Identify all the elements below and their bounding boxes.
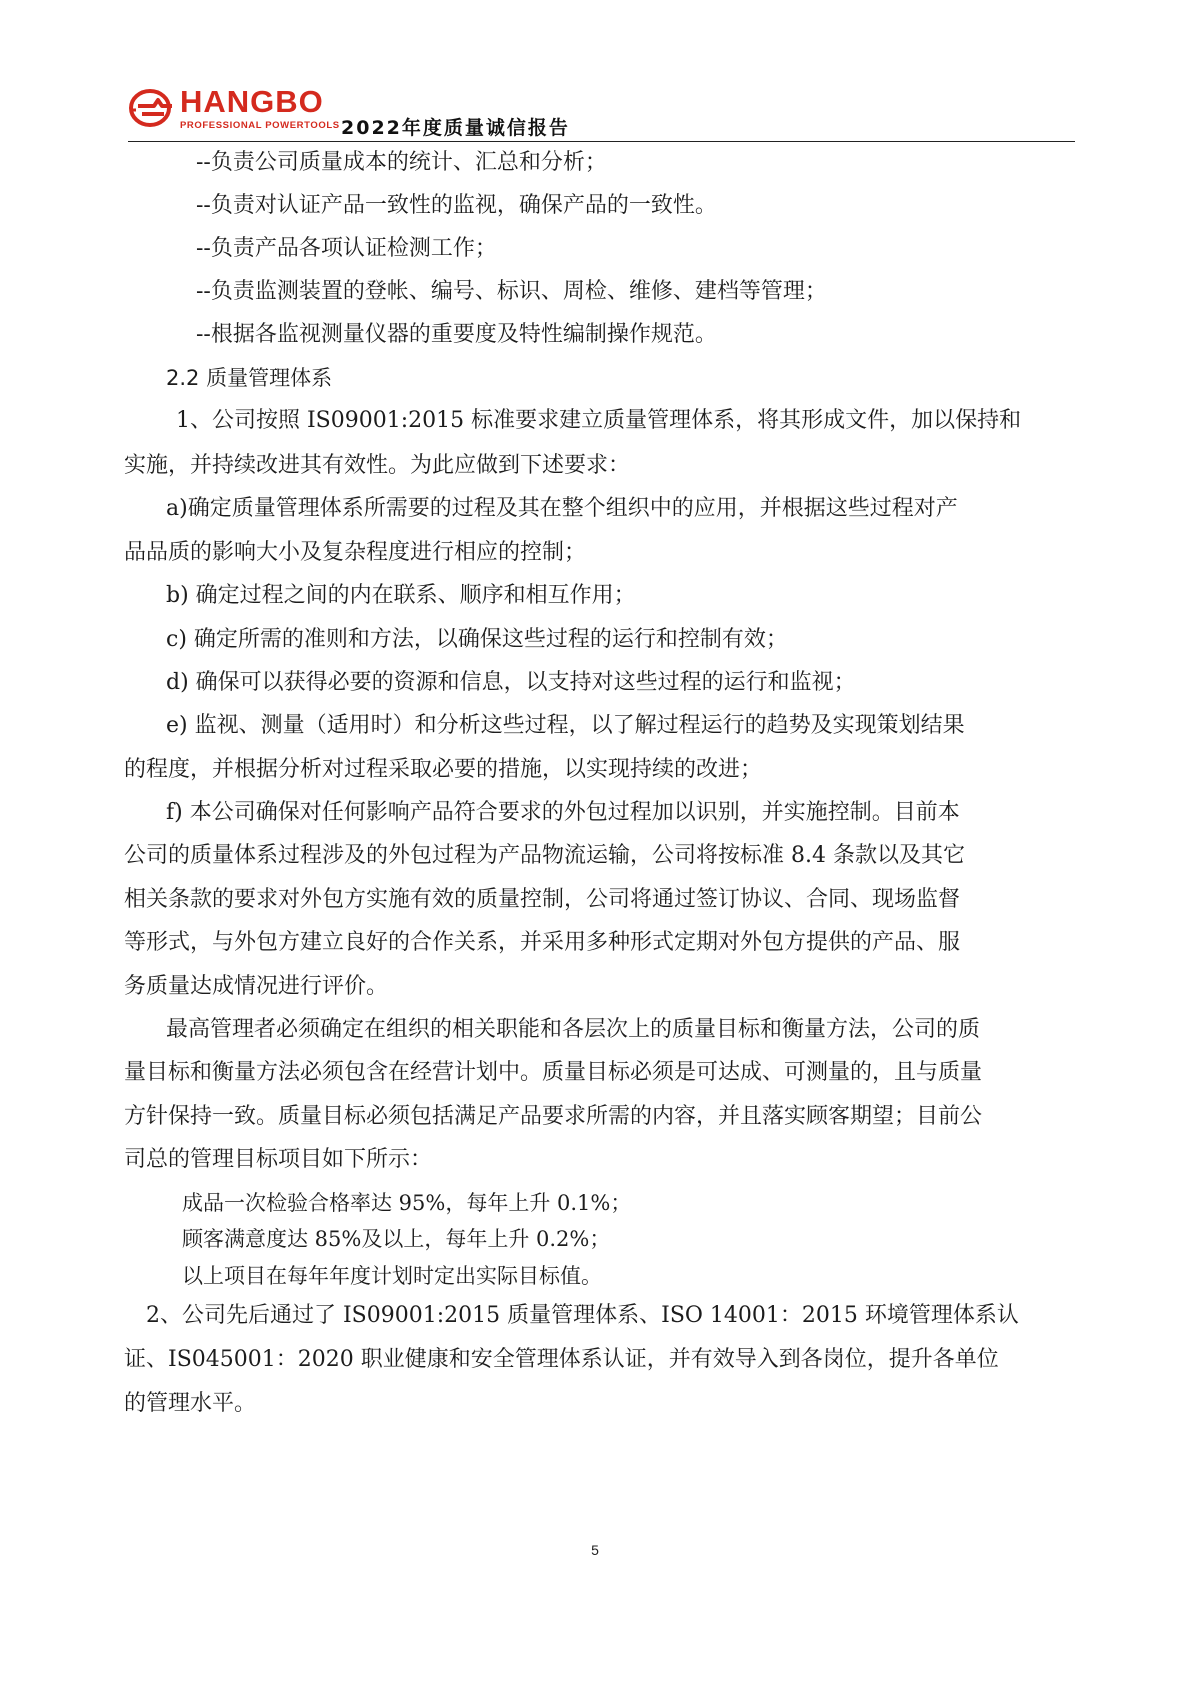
report-title: 2022年度质量诚信报告 [341, 117, 570, 139]
list-item-e: e) 监视、测量（适用时）和分析这些过程，以了解过程运行的趋势及实现策划结果 [166, 713, 965, 738]
paragraph-line: 实施，并持续改进其有效性。为此应做到下述要求： [124, 453, 631, 478]
duty-line: --根据各监视测量仪器的重要度及特性编制操作规范。 [196, 322, 717, 347]
target-line: 以上项目在每年年度计划时定出实际目标值。 [182, 1264, 602, 1288]
duty-line: --负责对认证产品一致性的监视，确保产品的一致性。 [196, 193, 717, 218]
duty-line: --负责监测装置的登帐、编号、标识、周检、维修、建档等管理； [196, 279, 827, 304]
page-number: 5 [591, 1542, 599, 1558]
paragraph-line: 证、IS045001：2020 职业健康和安全管理体系认证，并有效导入到各岗位，提升各单位 [124, 1347, 999, 1372]
list-item-a: a)确定质量管理体系所需要的过程及其在整个组织中的应用，并根据这些过程对产 [166, 496, 958, 521]
paragraph-line: 方针保持一致。质量目标必须包括满足产品要求所需的内容，并且落实顾客期望；目前公 [124, 1104, 983, 1129]
brand-name: HANGBO [180, 84, 324, 119]
paragraph-line: 司总的管理目标项目如下所示： [124, 1147, 433, 1172]
target-line: 顾客满意度达 85%及以上，每年上升 0.2%； [182, 1227, 611, 1251]
paragraph-line: 1、公司按照 IS09001:2015 标准要求建立质量管理体系，将其形成文件，加以保持和 [176, 408, 1022, 433]
list-item-d: d) 确保可以获得必要的资源和信息，以支持对这些过程的运行和监视； [166, 670, 856, 695]
paragraph-line: 最高管理者必须确定在组织的相关职能和各层次上的质量目标和衡量方法，公司的质 [166, 1017, 981, 1042]
duty-line: --负责产品各项认证检测工作； [196, 236, 497, 261]
paragraph-line: 2、公司先后通过了 IS09001:2015 质量管理体系、ISO 14001：2015 环境管理体系认 [146, 1303, 1019, 1328]
section-heading: 2.2 质量管理体系 [166, 366, 333, 390]
list-item-f: f) 本公司确保对任何影响产品符合要求的外包过程加以识别，并实施控制。目前本 [166, 800, 960, 825]
page-header [128, 82, 1075, 142]
list-item-b: b) 确定过程之间的内在联系、顺序和相互作用； [166, 583, 636, 608]
paragraph-line: 的管理水平。 [124, 1391, 257, 1416]
list-item-c: c) 确定所需的准则和方法，以确保这些过程的运行和控制有效； [166, 627, 788, 652]
paragraph-line: 量目标和衡量方法必须包含在经营计划中。质量目标必须是可达成、可测量的，且与质量 [124, 1060, 983, 1085]
target-line: 成品一次检验合格率达 95%，每年上升 0.1%； [182, 1191, 632, 1215]
duty-line: --负责公司质量成本的统计、汇总和分析； [196, 150, 607, 175]
list-item-a: 品品质的影响大小及复杂程度进行相应的控制； [124, 540, 587, 565]
hangbo-logo [128, 82, 340, 138]
list-item-f: 务质量达成情况进行评价。 [124, 974, 389, 999]
list-item-f: 相关条款的要求对外包方实施有效的质量控制，公司将通过签订协议、合同、现场监督 [124, 887, 961, 912]
hangbo-logo-icon [128, 86, 176, 130]
header-divider [128, 141, 1075, 142]
list-item-e: 的程度，并根据分析对过程采取必要的措施，以实现持续的改进； [124, 757, 763, 782]
list-item-f: 公司的质量体系过程涉及的外包过程为产品物流运输，公司将按标准 8.4 条款以及其它 [124, 843, 965, 868]
brand-tagline: PROFESSIONAL POWERTOOLS [180, 120, 340, 131]
list-item-f: 等形式，与外包方建立良好的合作关系，并采用多种形式定期对外包方提供的产品、服 [124, 930, 961, 955]
